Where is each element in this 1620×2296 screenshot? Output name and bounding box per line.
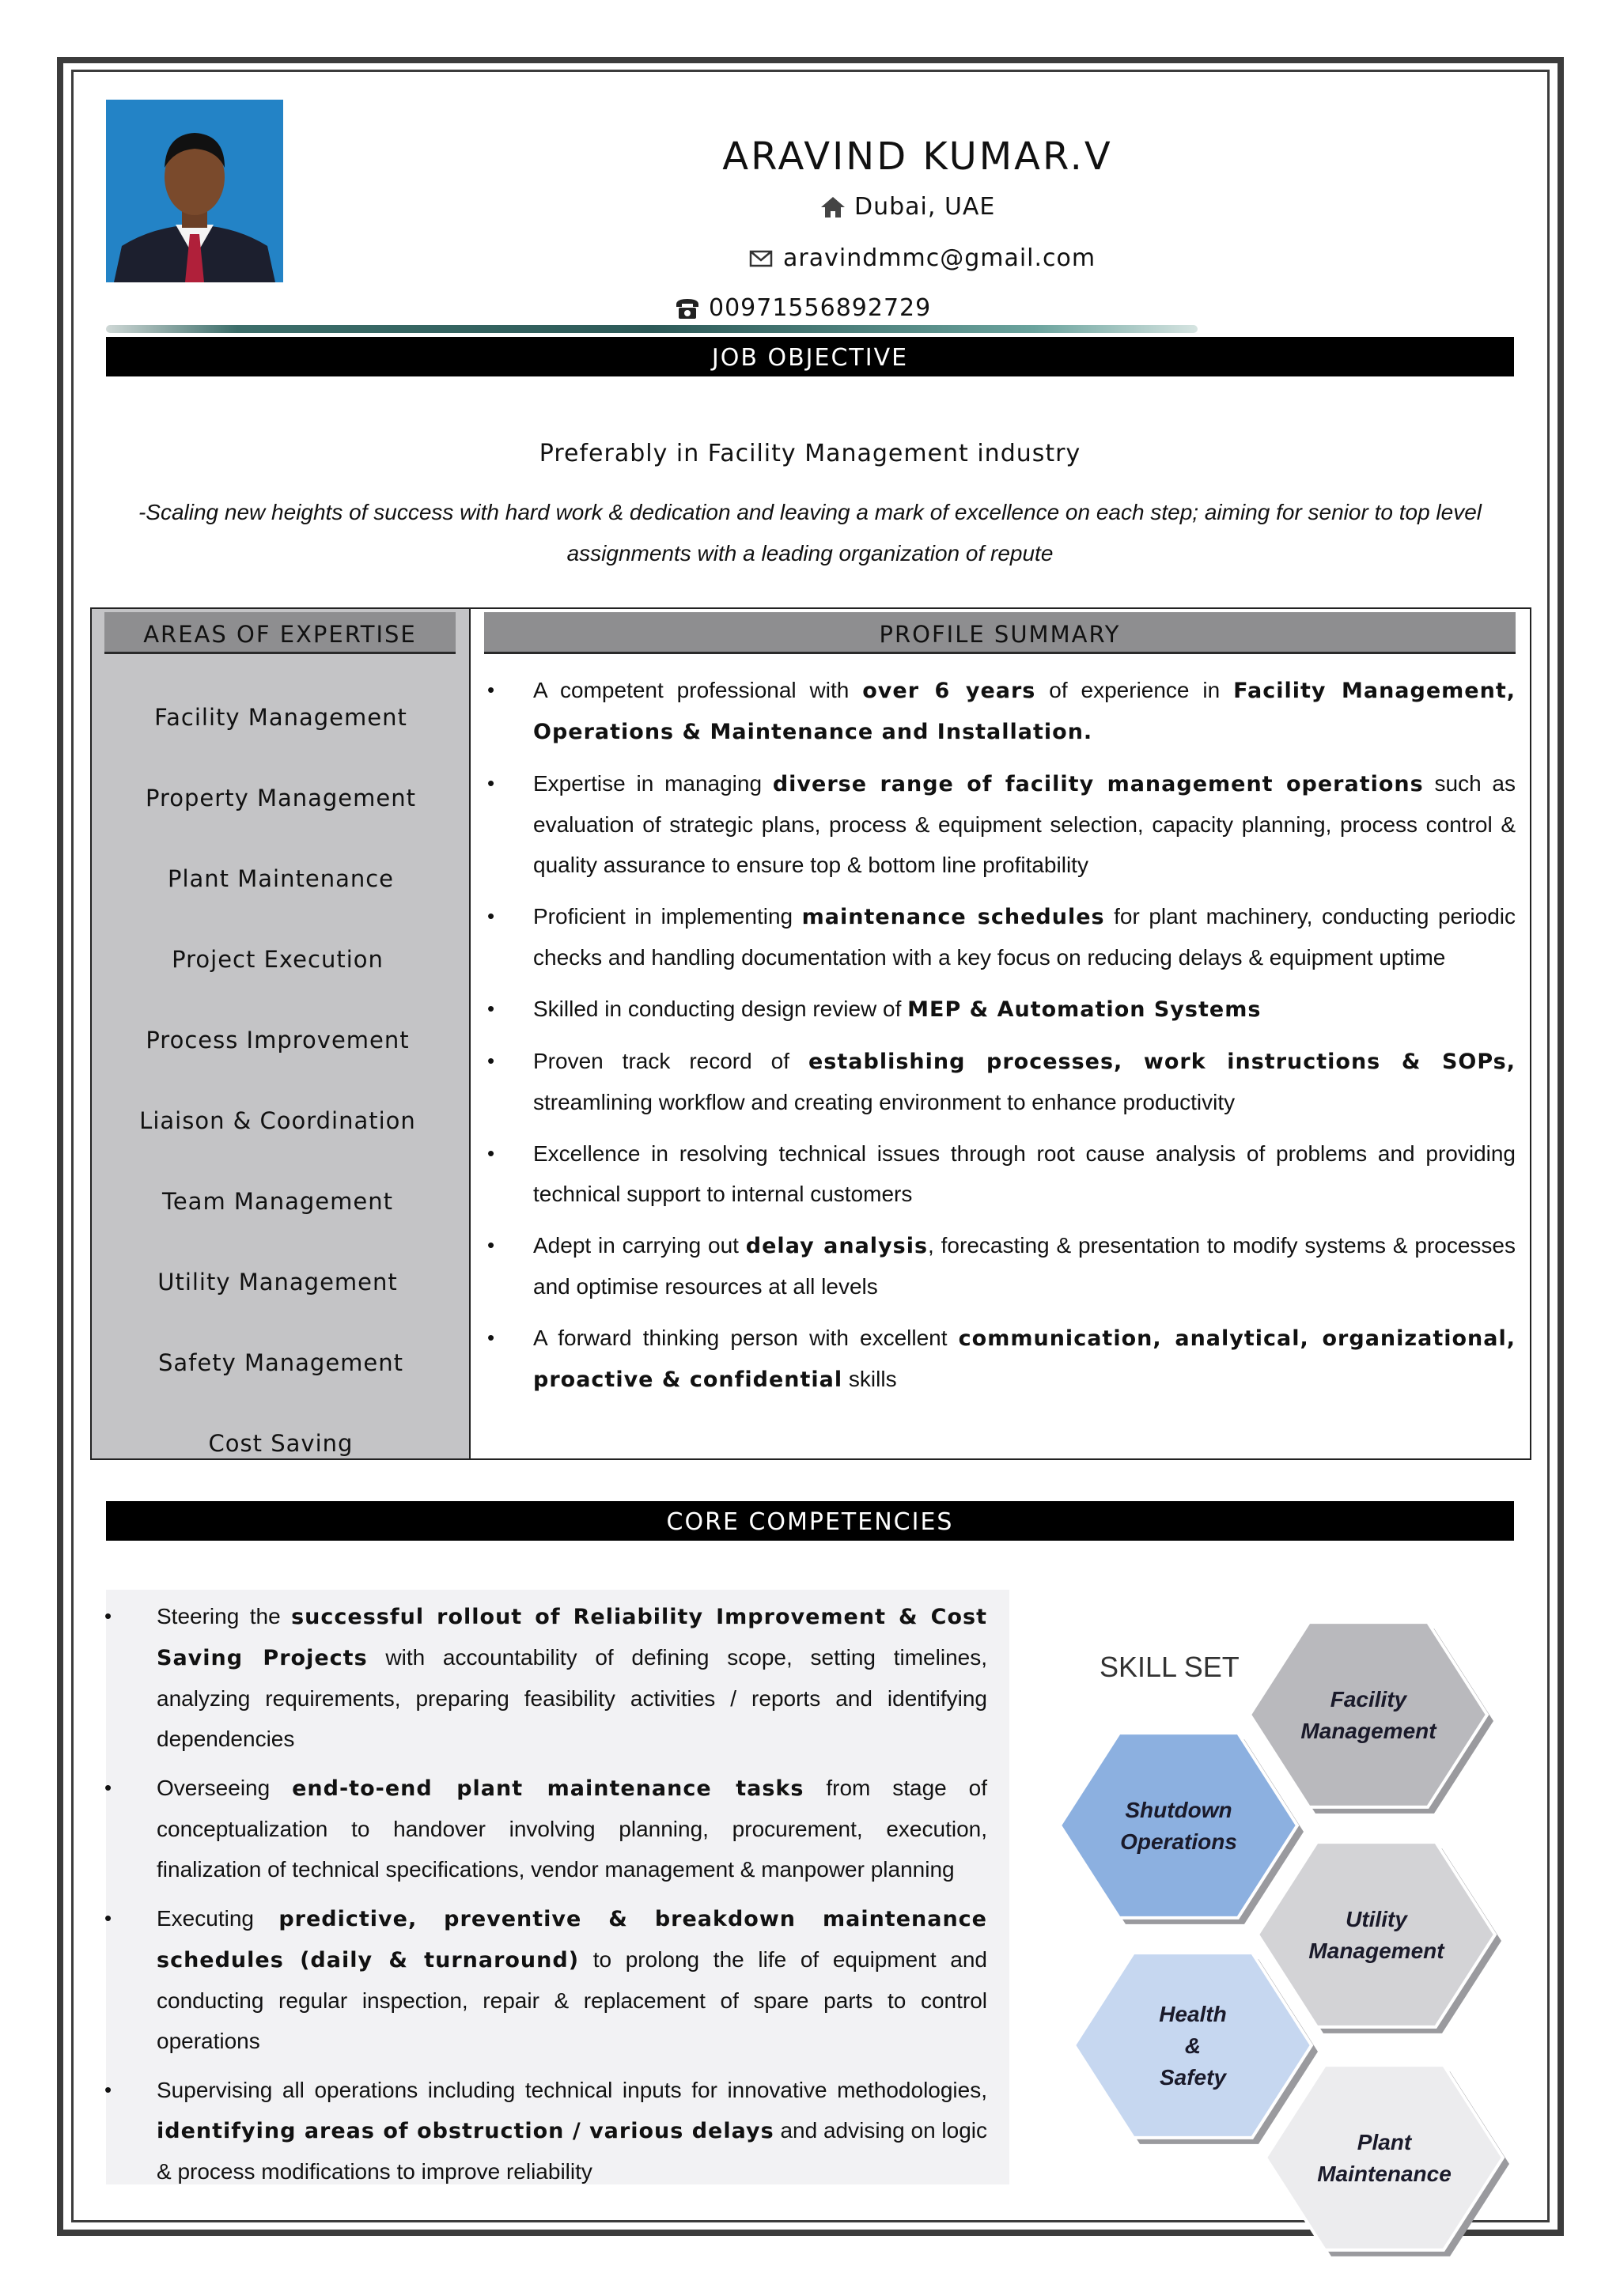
email-text[interactable]: aravindmmc@gmail.com <box>783 244 1096 272</box>
objective-title: Preferably in Facility Management industry <box>539 440 1081 467</box>
skill-hexagon-label: Facility <box>1330 1687 1407 1712</box>
skill-hexagon <box>1250 1622 1493 1814</box>
core-competency-bullet <box>106 1768 987 1889</box>
profile-summary-bullet <box>484 1225 1516 1307</box>
bullet-text: with accountability of defining scope, setting timelines, analyzing requirements, preparing feasibility activities / reports and identifying dependencies <box>157 1645 987 1751</box>
location-text: Dubai, UAE <box>854 193 996 221</box>
profile-summary-bullet <box>484 763 1516 885</box>
profile-photo <box>106 100 283 282</box>
profile-summary-list <box>484 670 1516 1411</box>
bullet-emphasis: MEP & Automation Systems <box>907 997 1262 1022</box>
bullet-text: Proven track record of <box>533 1049 808 1073</box>
expertise-item: Property Management <box>146 785 416 811</box>
expertise-item: Cost Saving <box>208 1430 354 1457</box>
column-divider <box>469 609 471 1458</box>
skill-hexagon-label: Shutdown <box>1125 1798 1232 1822</box>
bullet-text: A forward thinking person with excellent <box>533 1326 959 1350</box>
core-competencies-list <box>106 1596 987 2200</box>
bullet-emphasis: diverse range of facility management operations <box>772 772 1424 796</box>
skill-hexagon-label: Maintenance <box>1317 2162 1452 2186</box>
expertise-item: Plant Maintenance <box>167 865 395 892</box>
profile-summary-heading: PROFILE SUMMARY <box>484 612 1516 654</box>
job-objective-heading: JOB OBJECTIVE <box>106 337 1514 376</box>
expertise-item: Facility Management <box>154 704 407 731</box>
skill-hexagon <box>1266 2065 1509 2256</box>
expertise-item: Safety Management <box>157 1349 404 1376</box>
bullet-text: A competent professional with <box>533 678 863 702</box>
profile-summary-bullet <box>484 670 1516 752</box>
phone-text[interactable]: 00971556892729 <box>709 294 932 322</box>
bullet-text: Proficient in implementing <box>533 904 802 929</box>
phone-line <box>674 294 931 322</box>
bullet-emphasis: Facility Management, Operations & Maintenance and Installation. <box>533 679 1516 744</box>
location-line <box>819 193 995 221</box>
skill-hexagon-label: & <box>1184 2033 1202 2058</box>
expertise-item: Utility Management <box>157 1269 398 1296</box>
envelope-icon <box>748 247 775 270</box>
bullet-text: streamlining workflow and creating environment to enhance productivity <box>533 1090 1236 1114</box>
profile-summary-bullet <box>484 896 1516 978</box>
skill-hexagon <box>1074 1953 1318 2144</box>
bullet-text: , forecasting & presentation to modify systems & processes and optimise resources at all levels <box>533 1233 1516 1299</box>
bullet-emphasis: end-to-end plant maintenance tasks <box>292 1776 804 1801</box>
objective-statement: -Scaling new heights of success with hard work & dedication and leaving a mark of excellence on each step; aiming for senior to top level assignments with a leading organization of repute <box>138 500 1482 565</box>
core-competency-bullet <box>106 2070 987 2192</box>
expertise-item: Project Execution <box>172 946 384 973</box>
core-competency-bullet <box>106 1898 987 2061</box>
profile-summary-bullet <box>484 1318 1516 1400</box>
profile-summary-bullet <box>484 1133 1516 1214</box>
core-competency-bullet <box>106 1596 987 1759</box>
bullet-text: skills <box>842 1367 897 1391</box>
skill-hexagon <box>1060 1733 1304 1924</box>
skill-hexagon-label: Safety <box>1159 2065 1227 2090</box>
skill-hexagon-label: Utility <box>1346 1907 1407 1931</box>
bullet-text: from stage of conceptualization to handover involving planning, procurement, execution, finalization of technical specifications, vendor management & manpower planning <box>157 1776 987 1882</box>
skill-hexagon-label: Operations <box>1120 1829 1237 1854</box>
phone-icon <box>674 297 701 320</box>
bullet-text: Skilled in conducting design review of <box>533 997 908 1021</box>
bullet-text: Steering the <box>157 1604 292 1628</box>
bullet-emphasis: communication, analytical, organizational, proactive & confidential <box>533 1326 1516 1392</box>
skill-set-graphic <box>1020 1596 1558 2292</box>
bullet-emphasis: delay analysis <box>745 1234 929 1258</box>
bullet-text: Adept in carrying out <box>533 1233 746 1258</box>
bullet-text: such as evaluation of strategic plans, process & equipment selection, capacity planning, process control & quality assurance to ensure top & bottom line profitability <box>533 771 1516 877</box>
bullet-emphasis: maintenance schedules <box>801 905 1105 929</box>
bullet-text: to prolong the life of equipment and conducting regular inspection, repair & replacement of spare parts to control operations <box>157 1947 987 2053</box>
expertise-item: Team Management <box>162 1188 393 1215</box>
home-icon <box>819 195 846 219</box>
bullet-emphasis: identifying areas of obstruction / various delays <box>157 2119 774 2143</box>
bullet-text: Overseeing <box>157 1776 293 1800</box>
header-accent-line <box>106 325 1198 333</box>
bullet-text: Supervising all operations including technical inputs for innovative methodologies, <box>157 2078 987 2102</box>
bullet-emphasis: successful rollout of Reliability Improvement & Cost Saving Projects <box>157 1605 987 1670</box>
skill-hexagon-label: Plant <box>1357 2130 1412 2154</box>
profile-summary-bullet <box>484 989 1516 1030</box>
bullet-text: Excellence in resolving technical issues through root cause analysis of problems and providing technical support to internal customers <box>533 1141 1516 1206</box>
bullet-text: for plant machinery, conducting periodic checks and handling documentation with a key focus on reducing delays & equipment uptime <box>533 904 1516 970</box>
areas-of-expertise-heading: AREAS OF EXPERTISE <box>104 612 456 654</box>
bullet-text: Expertise in managing <box>533 771 773 796</box>
profile-summary-bullet <box>484 1041 1516 1122</box>
skill-hexagon-label: Management <box>1300 1719 1436 1743</box>
bullet-text: Executing <box>157 1906 279 1931</box>
bullet-emphasis: over 6 years <box>862 679 1036 703</box>
skill-hexagon-label: Health <box>1159 2002 1227 2026</box>
skill-set-title: SKILL SET <box>1100 1651 1240 1683</box>
candidate-name: ARAVIND KUMAR.V <box>722 134 1113 179</box>
bullet-text: and advising on logic & process modifications to improve reliability <box>157 2118 988 2184</box>
bullet-text: of experience in <box>1035 678 1234 702</box>
expertise-item: Liaison & Coordination <box>139 1107 416 1134</box>
expertise-item: Process Improvement <box>146 1027 410 1053</box>
bullet-emphasis: predictive, preventive & breakdown maintenance schedules (daily & turnaround) <box>157 1907 987 1973</box>
skill-hexagon-label: Management <box>1308 1939 1444 1963</box>
email-line <box>748 244 1096 272</box>
skill-hexagon <box>1258 1842 1501 2033</box>
bullet-emphasis: establishing processes, work instructions & SOPs, <box>808 1050 1516 1074</box>
core-competencies-heading: CORE COMPETENCIES <box>106 1501 1514 1541</box>
